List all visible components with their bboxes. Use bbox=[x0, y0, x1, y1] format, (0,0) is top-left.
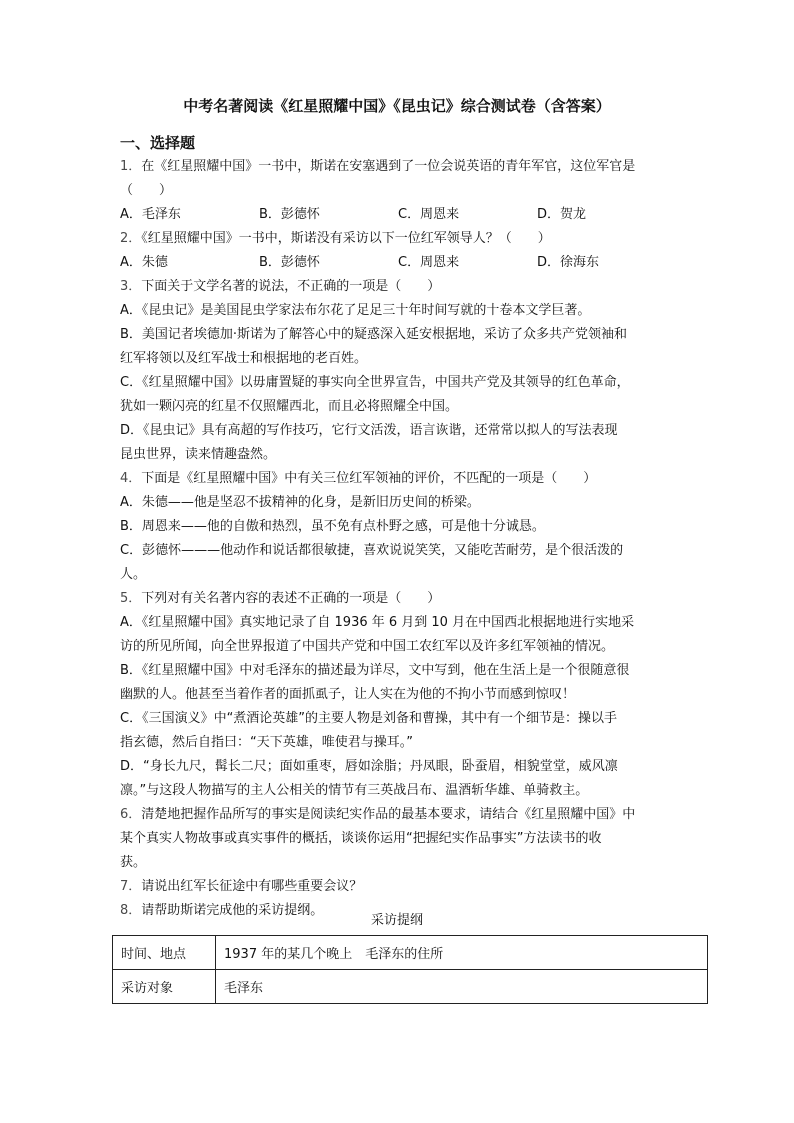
option: D．徐海东 bbox=[537, 255, 600, 270]
question-4: 4．下面是《红星照耀中国》中有关三位红军领袖的评价，不匹配的一项是（ ） bbox=[120, 471, 597, 486]
table-cell-key: 时间、地点 bbox=[113, 936, 216, 970]
option: D．贺龙 bbox=[537, 207, 587, 222]
interview-outline-table bbox=[112, 935, 708, 1004]
question-1-options bbox=[120, 203, 680, 227]
question-5-option-a: A．《红星照耀中国》真实地记录了自 1936 年 6 月到 10 月在中国西北根据地进行实地采 bbox=[120, 615, 635, 630]
question-5-option-d-cont: 凛。”与这段人物描写的主人公相关的情节有三英战吕布、温酒斩华雄、单骑救主。 bbox=[120, 783, 589, 798]
question-3-option-b-cont: 红军将领以及红军战士和根据地的老百姓。 bbox=[120, 351, 368, 366]
question-6: 6．清楚地把握作品所写的事实是阅读纪实作品的最基本要求，请结合《红星照耀中国》中 bbox=[120, 807, 636, 822]
question-6-cont: 某个真实人物故事或真实事件的概括，谈谈你运用“把握纪实作品事实”方法读书的收 bbox=[120, 831, 602, 846]
question-list bbox=[120, 155, 680, 923]
option: A．毛泽东 bbox=[120, 207, 181, 222]
option: A．朱德 bbox=[120, 255, 168, 270]
question-3-option-d: D．《昆虫记》具有高超的写作技巧，它行文活泼，语言诙谐，还常常以拟人的写法表现 bbox=[120, 423, 618, 438]
question-2: 2．《红星照耀中国》一书中，斯诺没有采访以下一位红军领导人？（ ） bbox=[120, 231, 551, 246]
option: C．周恩来 bbox=[398, 255, 460, 270]
question-3-option-c: C．《红星照耀中国》以毋庸置疑的事实向全世界宣告，中国共产党及其领导的红色革命， bbox=[120, 375, 630, 390]
question-7: 7．请说出红军长征途中有哪些重要会议？ bbox=[120, 879, 363, 894]
table-cell-value: 1937 年的某几个晚上 毛泽东的住所 bbox=[216, 936, 708, 970]
document-title: 中考名著阅读《红星照耀中国》《昆虫记》综合测试卷（含答案） bbox=[183, 97, 611, 115]
table-cell-key: 采访对象 bbox=[113, 970, 216, 1004]
question-5-option-b-cont: 幽默的人。他甚至当着作者的面抓虱子，让人实在为他的不拘小节而感到惊叹！ bbox=[120, 687, 576, 702]
table-row bbox=[113, 970, 708, 1004]
table-cell-value: 毛泽东 bbox=[216, 970, 708, 1004]
question-5-option-b: B．《红星照耀中国》中对毛泽东的描述最为详尽，文中写到，他在生活上是一个很随意很 bbox=[120, 663, 630, 678]
interview-outline-caption: 采访提纲 bbox=[370, 913, 423, 928]
table-row bbox=[113, 936, 708, 970]
question-2-options bbox=[120, 251, 680, 275]
question-3-option-c-cont: 犹如一颗闪亮的红星不仅照耀西北，而且必将照耀全中国。 bbox=[120, 399, 459, 414]
section-heading: 一、选择题 bbox=[120, 134, 196, 152]
question-1-blank: （ ） bbox=[120, 183, 173, 198]
question-5-option-d: D．“身长九尺，髯长二尺；面如重枣，唇如涂脂；丹凤眼，卧蚕眉，相貌堂堂，威风凛 bbox=[120, 759, 618, 774]
question-3: 3．下面关于文学名著的说法，不正确的一项是（ ） bbox=[120, 279, 441, 294]
option: B．彭德怀 bbox=[259, 255, 320, 270]
question-8: 8．请帮助斯诺完成他的采访提纲。 bbox=[120, 903, 324, 918]
option: C．周恩来 bbox=[398, 207, 460, 222]
question-4-option-b: B．周恩来——他的自傲和热烈，虽不免有点朴野之感，可是他十分诚恳。 bbox=[120, 519, 545, 534]
question-5-option-c: C．《三国演义》中“煮酒论英雄”的主要人物是刘备和曹操，其中有一个细节是：操以手 bbox=[120, 711, 618, 726]
question-4-option-c-cont: 人。 bbox=[120, 567, 147, 582]
question-5-option-c-cont: 指玄德，然后自指曰：“天下英雄，唯使君与操耳。” bbox=[120, 735, 413, 750]
question-5-option-a-cont: 访的所见所闻，向全世界报道了中国共产党和中国工农红军以及许多红军领袖的情况。 bbox=[120, 639, 615, 654]
question-4-option-a: A．朱德——他是坚忍不拔精神的化身，是新旧历史间的桥梁。 bbox=[120, 495, 480, 510]
option: B．彭德怀 bbox=[259, 207, 320, 222]
question-3-option-d-cont: 昆虫世界，读来情趣盎然。 bbox=[120, 447, 277, 462]
question-6-cont: 获。 bbox=[120, 855, 147, 870]
question-5: 5．下列对有关名著内容的表述不正确的一项是（ ） bbox=[120, 591, 441, 606]
question-1: 1．在《红星照耀中国》一书中，斯诺在安塞遇到了一位会说英语的青年军官，这位军官是 bbox=[120, 159, 636, 174]
question-3-option-b: B．美国记者埃德加·斯诺为了解答心中的疑惑深入延安根据地，采访了众多共产党领袖和 bbox=[120, 327, 628, 342]
question-3-option-a: A．《昆虫记》是美国昆虫学家法布尔花了足足三十年时间写就的十卷本文学巨著。 bbox=[120, 303, 591, 318]
question-4-option-c: C．彭德怀———他动作和说话都很敏捷，喜欢说说笑笑，又能吃苦耐劳，是个很活泼的 bbox=[120, 543, 624, 558]
